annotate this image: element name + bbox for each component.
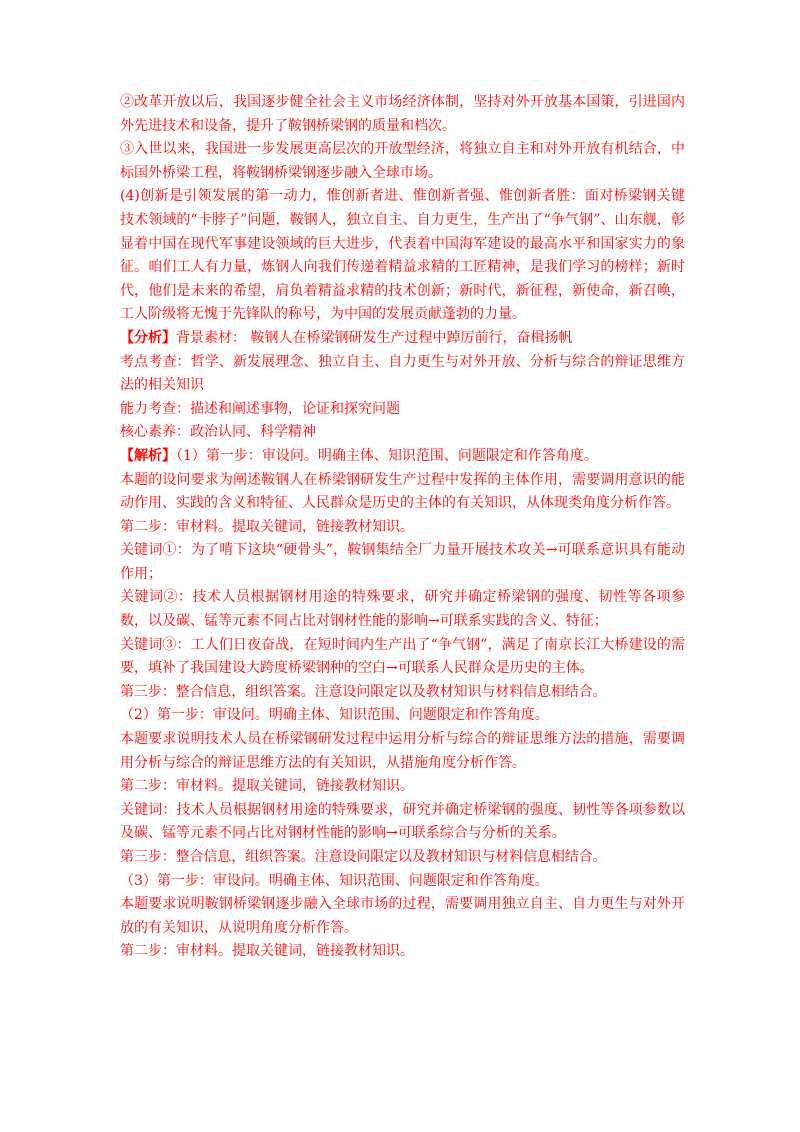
answer-point-2: ②改革开放以后，我国逐步健全社会主义市场经济体制，坚持对外开放基本国策，引进国内外先进技术和设备，提升了鞍钢桥梁钢的质量和档次。: [120, 94, 685, 134]
keyword-3: 关键词③：工人们日夜奋战，在短时间内生产出了“争气钢”，满足了南京长江大桥建设的需要，填补了我国建设大跨度桥梁钢种的空白→可联系人民群众是历史的主体。: [120, 636, 685, 677]
explanation-q1-requirement: 本题的设问要求为阐述鞍钢人在桥梁钢研发生产过程中发挥的主体作用，需要调用意识的能动作用、实践的含义和特征、人民群众是历史的主体的有关知识，从体现类角度分析作答。: [120, 471, 685, 512]
explanation-q2-step1: （2）第一步：审设问。明确主体、知识范围、问题限定和作答角度。: [120, 707, 549, 724]
analysis-background: [120, 327, 685, 351]
explanation-q3-step1: （3）第一步：审设问。明确主体、知识范围、问题限定和作答角度。: [120, 872, 549, 889]
analysis-label: 【分析】: [120, 329, 176, 346]
explanation-q2-step3: 第三步：整合信息，组织答案。注意设问限定以及教材知识与材料信息相结合。: [120, 849, 607, 865]
explanation-q3-step2: 第二步：审材料。提取关键词，链接教材知识。: [120, 943, 414, 960]
explanation-q3-requirement: 本题要求说明鞍钢桥梁钢逐步融入全球市场的过程，需要调用独立自主、自力更生与对外开放的有关知识，从说明角度分析作答。: [120, 896, 685, 936]
analysis-literacy: 核心素养：政治认同、科学精神: [120, 424, 316, 441]
explanation-label: 【解析】: [120, 447, 176, 464]
explanation-q2-step2: 第二步：审材料。提取关键词，链接教材知识。: [120, 778, 414, 795]
document-page: [120, 91, 685, 964]
explanation-text: （1）第一步：审设问。明确主体、知识范围、问题限定和作答角度。: [176, 447, 598, 464]
explanation-q1-step2: 第二步：审材料。提取关键词，链接教材知识。: [120, 518, 414, 535]
explanation-q1-step1: [120, 445, 685, 469]
analysis-ability: 能力考查：描述和阐述事物，论证和探究问题: [120, 400, 400, 417]
answer-point-3: ③入世以来，我国进一步发展更高层次的开放型经济，将独立自主和对外开放有机结合，中标国外桥梁工程，将鞍钢桥梁钢逐步融入全球市场。: [120, 141, 685, 181]
answer-part-4: (4)创新是引领发展的第一动力，惟创新者进、惟创新者强、惟创新者胜：面对桥梁钢关键技术领域的“卡脖子”问题，鞍钢人，独立自主、自力更生，生产出了“争气钢”、山东舰，彰显着中国在现代军事建设领域的巨大进步，代表着中国海军建设的最高水平和国家实力的象征。咱们工人有力量，炼钢人向我们传递着精益求精的工匠精神，是我们学习的榜样；新时代，他们是未来的希望，肩负着精益求精的技术创新；新时代，新征程，新使命，新召唤，工人阶级将无愧于先锋队的称号，为中国的发展贡献蓬勃的力量。: [120, 188, 685, 323]
keyword-1: 关键词①：为了啃下这块“硬骨头”，鞍钢集结全厂力量开展技术攻关→可联系意识具有能动作用；: [120, 542, 685, 582]
explanation-q1-step3: 第三步：整合信息，组织答案。注意设问限定以及教材知识与材料信息相结合。: [120, 683, 607, 700]
analysis-text: 背景素材： 鞍钢人在桥梁钢研发生产过程中踔厉前行，奋楫扬帆: [176, 329, 573, 346]
explanation-q2-keyword: 关键词：技术人员根据钢材用途的特殊要求，研究并确定桥梁钢的强度、韧性等各项参数以及碳、锰等元素不同占比对钢材性能的影响→可联系综合与分析的关系。: [120, 801, 685, 842]
explanation-q2-requirement: 本题要求说明技术人员在桥梁钢研发过程中运用分析与综合的辩证思维方法的措施，需要调用分析与综合的辩证思维方法的有关知识，从措施角度分析作答。: [120, 731, 685, 771]
analysis-knowledge: 考点考查：哲学、新发展理念、独立自主、自力更生与对外开放、分析与综合的辩证思维方法的相关知识: [120, 353, 685, 394]
keyword-2: 关键词②：技术人员根据钢材用途的特殊要求，研究并确定桥梁钢的强度、韧性等各项参数，以及碳、锰等元素不同占比对钢材性能的影响→可联系实践的含义、特征；: [120, 589, 685, 630]
